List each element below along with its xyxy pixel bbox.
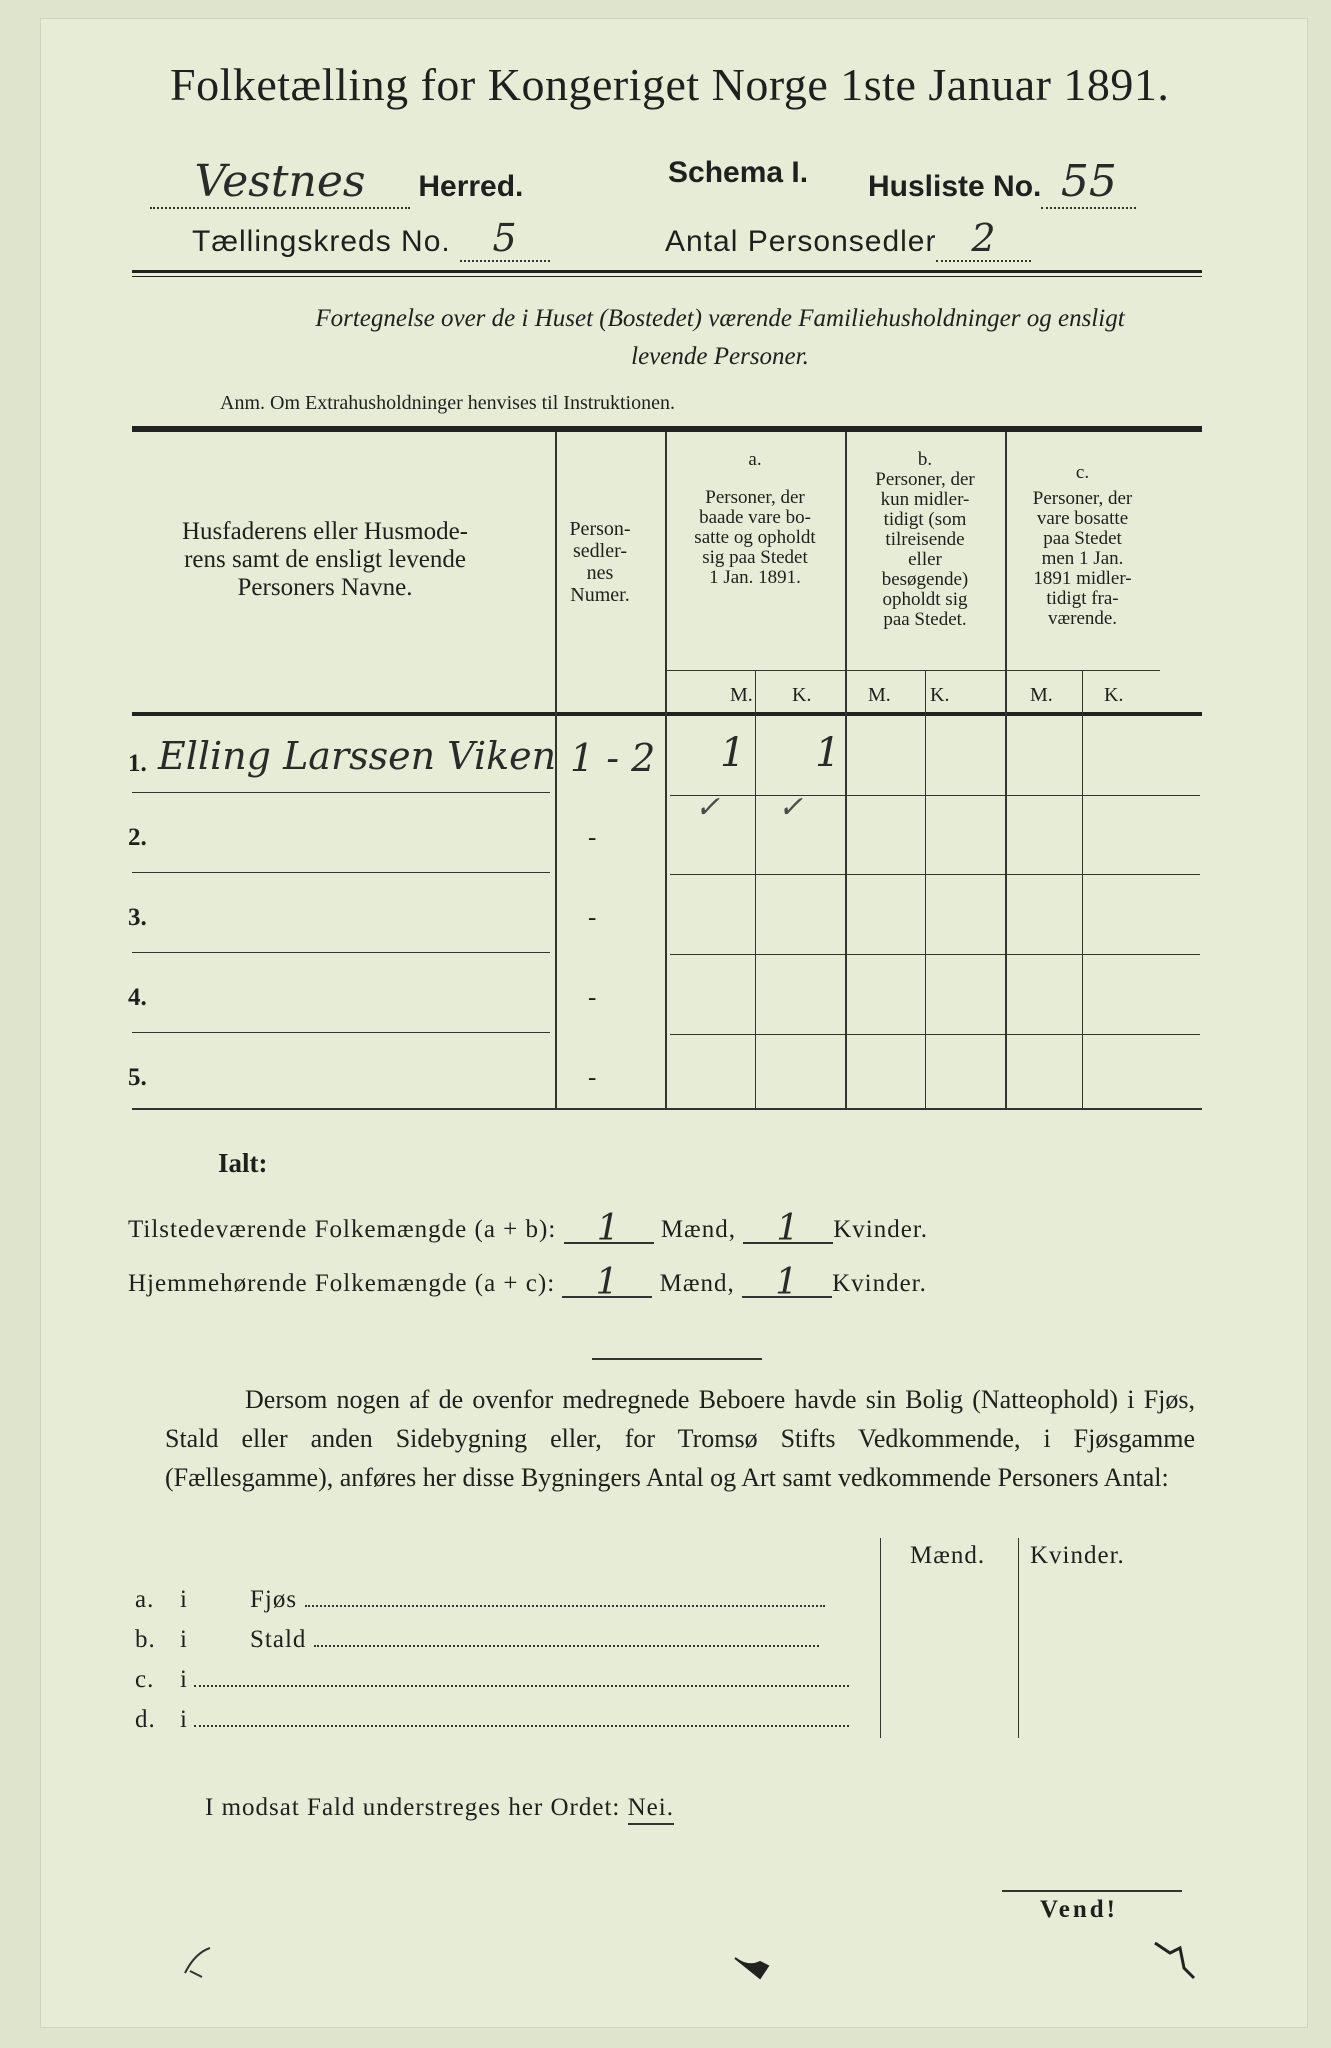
col-b-line: kun midler- [880,489,970,510]
herred-line [150,156,523,209]
row-1-number: 1. [128,750,147,777]
tilstede-line [128,1208,929,1249]
col-a-line: 1 Jan. 1891. [709,567,801,588]
hjemme-line [128,1262,927,1303]
building-row-b [135,1626,875,1654]
col-name-line: Husfaderens eller Husmode- [181,518,468,545]
ialt-label: Ialt: [218,1148,268,1178]
row-2-a-k-check: ✓ [778,790,804,825]
row-4-sedler: - [588,984,598,1011]
header-rule-thin [132,276,1202,277]
col-b-header [845,450,1005,630]
row-1-a-k: 1 [815,730,841,776]
col-c-k: K. [1104,684,1124,706]
hjemme-maend-label: Mænd, [659,1270,735,1297]
col-b-line: paa Stedet. [883,609,967,630]
col-c-line: tidigt fra- [1046,588,1119,609]
building-row-i: i [180,1666,188,1693]
taellingskreds-label: Tællingskreds No. [192,225,451,258]
building-row-d [135,1706,875,1734]
col-num-line: Numer. [570,584,630,606]
col-a-m: M. [730,684,753,706]
hjemme-kvinder-label: Kvinder. [832,1270,927,1297]
tilstede-m-value: 1 [564,1208,654,1244]
ink-mark-icon [730,1948,780,1988]
building-row-letter: d. [135,1706,156,1733]
col-b-line: opholdt sig [882,589,968,610]
col-c-line: værende. [1047,608,1118,629]
ink-mark-icon [180,1943,220,1983]
vend-label: Vend! [1040,1896,1118,1923]
col-b-line: Personer, der [875,469,975,490]
husliste-label: Husliste No. [868,170,1042,203]
ink-mark-icon [1150,1938,1200,1988]
col-b-line: besøgende) [881,569,969,590]
husliste-value: 55 [1041,156,1136,209]
intro-line-1: Fortegnelse over de i Huset (Bostedet) værende Familiehusholdninger og ensligt [315,305,1125,332]
col-b-k: K. [930,684,950,706]
row-rule [670,795,1200,796]
hjemme-label: Hjemmehørende Folkemængde (a + c): [128,1270,556,1297]
col-num-line: nes [586,562,614,584]
antal-line [665,216,1031,262]
row-1-a-m: 1 [720,730,746,776]
taellingskreds-line [192,216,550,262]
building-row-label: Fjøs [250,1586,298,1613]
table-top-rule [132,426,1202,432]
row-rule [670,874,1200,875]
husliste-line [868,156,1136,209]
col-c-line: 1891 midler- [1033,568,1132,589]
row-rule [670,1034,1200,1035]
census-form [40,18,1308,2028]
col-a-line: Personer, der [705,487,805,508]
col-b-line: tilreisende [885,529,965,550]
col-a-letter: a. [748,449,762,470]
tilstede-kvinder-label: Kvinder. [833,1216,929,1243]
buildings-vline [880,1538,881,1738]
antal-label: Antal Personsedler [665,225,937,258]
building-row-letter: c. [135,1666,155,1693]
col-b-letter: b. [917,449,933,470]
col-c-line: men 1 Jan. [1041,548,1124,569]
dotted-leader [194,1685,849,1687]
taellingskreds-value: 5 [460,216,550,262]
schema-label: Schema I. [668,156,809,189]
col-name-line: rens samt de ensligt levende [184,546,466,573]
row-5-number: 5. [128,1064,147,1091]
vend-rule [1002,1890,1182,1892]
dotted-leader [194,1725,849,1727]
row-rule [670,954,1200,955]
col-b-m: M. [868,684,891,706]
building-row-label: Stald [250,1626,307,1653]
col-b-line: tidigt (som [883,509,967,530]
col-c-line: vare bosatte [1036,508,1129,529]
buildings-col-maend: Mænd. [910,1542,986,1569]
row-2-sedler: - [588,824,598,851]
table-vline-mk [1082,670,1083,1108]
tilstede-maend-label: Mænd, [660,1216,736,1243]
buildings-paragraph: Dersom nogen af de ovenfor medregnede Beboere havde sin Bolig (Natteophold) i Fjøs, Stald eller anden Sidebygning eller, for Tromsø Stifts Vedkommende, i Fjøsgamme (Fællesgamme), anføres her disse Bygningers Antal og Art samt vedkommende Personers Antal: [165,1385,1195,1492]
intro-line-2: levende Personer. [631,343,809,370]
col-a-line: sig paa Stedet [702,547,808,568]
building-row-letter: a. [135,1586,155,1613]
row-3-number: 3. [128,904,147,931]
col-name-header [140,518,510,602]
building-row-i: i [180,1706,188,1733]
col-c-header [1005,463,1160,629]
col-a-line: satte og opholdt [694,527,816,548]
tilstede-label: Tilstedeværende Folkemængde (a + b): [128,1216,557,1243]
buildings-col-kvinder: Kvinder. [1030,1542,1125,1569]
building-row-c [135,1666,875,1694]
row-rule [132,872,550,873]
col-c-m: M. [1030,684,1053,706]
row-2-number: 2. [128,824,147,851]
buildings-vline [1018,1538,1019,1738]
modsat-line [205,1794,674,1822]
table-bottom-rule [132,1108,1202,1110]
table-vline [1005,432,1007,1108]
col-a-header [665,450,845,588]
header-rule [132,270,1202,273]
col-num-line: sedler- [572,540,627,562]
antal-value: 2 [936,216,1031,262]
row-rule [132,792,550,793]
col-c-line: paa Stedet [1043,528,1122,549]
row-3-sedler: - [588,904,598,931]
herred-value: Vestnes [150,156,410,209]
modsat-value: Nei. [628,1794,674,1825]
building-row-i: i [180,1626,188,1653]
mk-rule [665,670,1160,671]
table-vline [665,432,667,1108]
table-vline-mk [755,670,756,1108]
dotted-leader [314,1645,819,1647]
building-row-a [135,1586,875,1614]
row-rule [132,952,550,953]
table-vline [845,432,847,1108]
col-a-line: baade vare bo- [699,507,811,528]
col-c-line: Personer, der [1032,488,1133,509]
table-header-rule [132,712,1202,716]
row-4-number: 4. [128,984,147,1011]
col-num-line: Person- [569,518,631,540]
row-5-sedler: - [588,1064,598,1091]
col-a-k: K. [792,684,812,706]
form-title: Folketælling for Kongeriget Norge 1ste Januar 1891. [170,59,1170,110]
section-divider [592,1358,762,1360]
row-rule [132,1032,550,1033]
herred-label: Herred. [418,170,524,203]
anm-note: Anm. Om Extrahusholdninger henvises til Instruktionen. [220,392,675,414]
col-name-line: Personers Navne. [237,574,413,601]
row-1-name: Elling Larssen Viken [158,734,557,778]
row-1-sedler: 1 - 2 [570,736,656,780]
tilstede-k-value: 1 [743,1208,833,1244]
building-row-letter: b. [135,1626,156,1653]
row-2-a-m-check: ✓ [695,790,721,825]
dotted-leader [305,1605,825,1607]
col-c-letter: c. [1075,462,1090,483]
building-row-i: i [180,1586,188,1613]
hjemme-k-value: 1 [742,1262,832,1298]
hjemme-m-value: 1 [562,1262,652,1298]
modsat-label: I modsat Fald understreges her Ordet: [205,1794,621,1821]
col-b-line: eller [908,549,942,570]
col-num-header [555,518,645,606]
table-vline-mk [925,670,926,1108]
